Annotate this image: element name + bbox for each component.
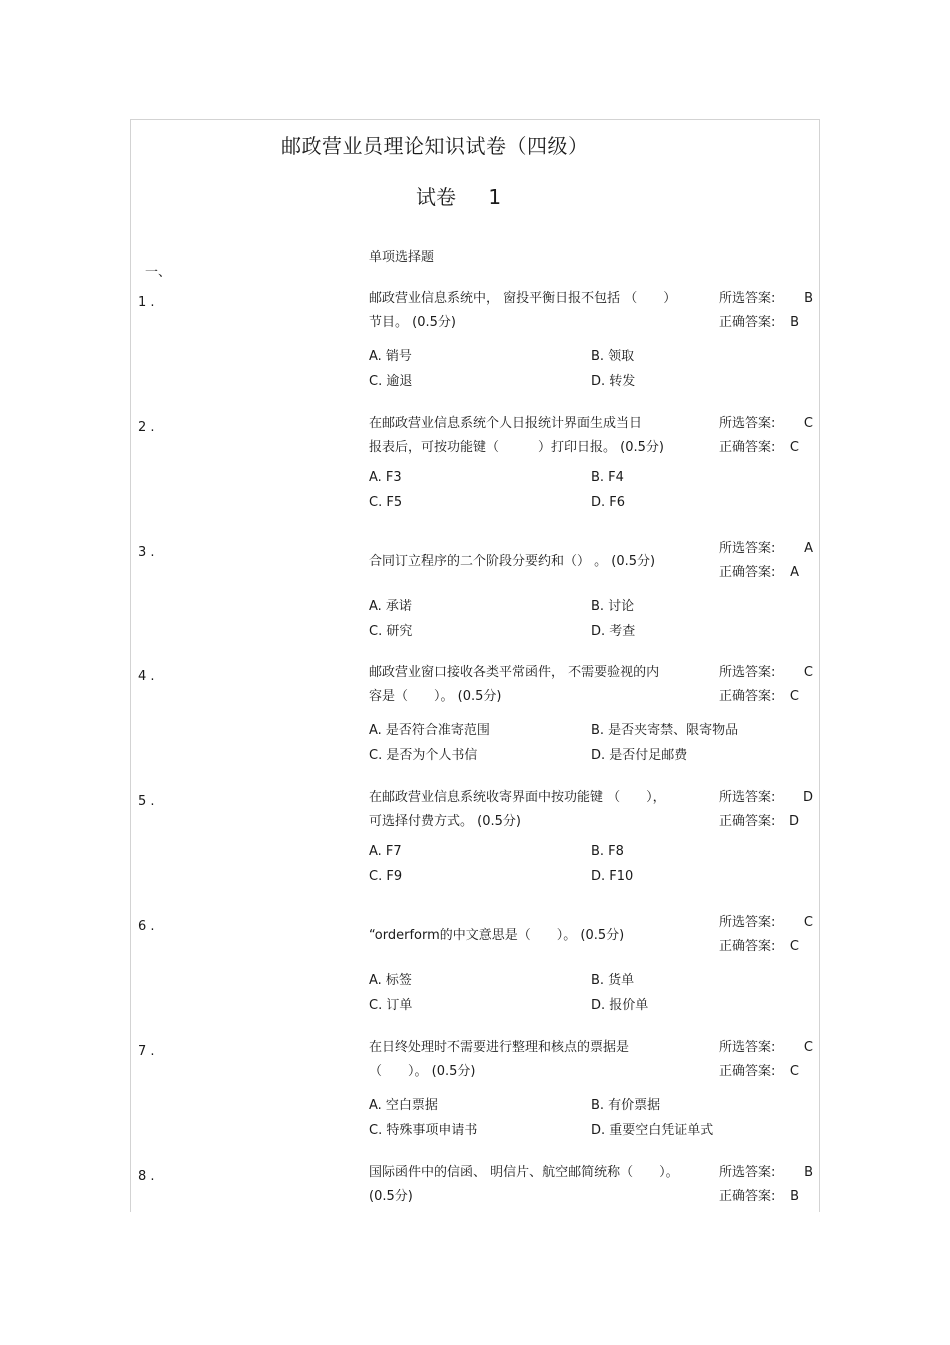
answer-option: C. 订单 bbox=[369, 998, 413, 1013]
answer-option: C. F9 bbox=[369, 869, 403, 884]
question-stem-line: 合同订立程序的二个阶段分要约和（） 。 (0.5分) bbox=[369, 554, 656, 569]
correct-answer-value: A bbox=[790, 565, 799, 580]
answer-option: B. F8 bbox=[591, 844, 624, 859]
question-number: 1 . bbox=[138, 295, 155, 310]
answer-option: A. 是否符合准寄范围 bbox=[369, 723, 490, 738]
selected-answer-value: C bbox=[803, 665, 813, 680]
document-title: 邮政营业员理论知识试卷（四级） bbox=[281, 134, 589, 158]
question-stem-line: 在日终处理时不需要进行整理和核点的票据是 bbox=[369, 1040, 630, 1055]
correct-answer-label: 正确答案: bbox=[719, 1064, 776, 1079]
answer-option: C. 是否为个人书信 bbox=[369, 748, 478, 763]
answer-box bbox=[719, 1036, 813, 1084]
correct-answer-row bbox=[719, 1060, 813, 1084]
answer-option: D. 转发 bbox=[591, 374, 636, 389]
question-stem-line: 国际函件中的信函、 明信片、航空邮简统称（ ）。 bbox=[369, 1165, 679, 1180]
selected-answer-label: 所选答案: bbox=[719, 790, 776, 805]
question-stem bbox=[369, 786, 705, 834]
correct-answer-row bbox=[719, 311, 813, 335]
answer-option: A. 空白票据 bbox=[369, 1098, 438, 1113]
selected-answer-value: D bbox=[802, 790, 813, 805]
answer-box bbox=[719, 412, 813, 460]
selected-answer-label: 所选答案: bbox=[719, 416, 776, 431]
question-number: 2 . bbox=[138, 420, 155, 435]
answer-box bbox=[719, 661, 813, 709]
question-stem-line: 邮政营业信息系统中， 窗投平衡日报不包括 （ ） bbox=[369, 291, 677, 306]
question-item bbox=[131, 790, 819, 904]
correct-answer-row bbox=[719, 685, 813, 709]
answer-option: C. F5 bbox=[369, 495, 403, 510]
correct-answer-value: C bbox=[789, 689, 799, 704]
answer-option: D. F10 bbox=[591, 869, 634, 884]
question-stem-line: “orderform的中文意思是（ ）。 (0.5分) bbox=[369, 928, 625, 943]
answer-option: C. 特殊事项申请书 bbox=[369, 1123, 478, 1138]
question-stem bbox=[369, 1161, 705, 1209]
question-number: 3 . bbox=[138, 545, 155, 560]
answer-option: D. F6 bbox=[591, 495, 626, 510]
question-stem bbox=[369, 1036, 705, 1084]
exam-sheet bbox=[130, 119, 820, 1212]
answer-option: C. 研究 bbox=[369, 624, 413, 639]
correct-answer-label: 正确答案: bbox=[719, 440, 776, 455]
selected-answer-label: 所选答案: bbox=[719, 291, 776, 306]
question-stem-line: 在邮政营业信息系统收寄界面中按功能键 （ ）， bbox=[369, 790, 666, 805]
answer-option: B. 领取 bbox=[591, 349, 635, 364]
selected-answer-label: 所选答案: bbox=[719, 665, 776, 680]
question-number: 8 . bbox=[138, 1169, 155, 1184]
answer-option: B. 讨论 bbox=[591, 599, 635, 614]
question-stem-line: (0.5分) bbox=[369, 1189, 413, 1204]
question-stem bbox=[369, 924, 705, 948]
question-stem-line: 邮政营业窗口接收各类平常函件， 不需要验视的内 bbox=[369, 665, 660, 680]
selected-answer-row bbox=[719, 786, 813, 810]
question-stem-line: 报表后，可按功能键（ ）打印日报。 (0.5分) bbox=[369, 440, 664, 455]
selected-answer-label: 所选答案: bbox=[719, 915, 776, 930]
correct-answer-row bbox=[719, 436, 813, 460]
correct-answer-value: C bbox=[789, 1064, 799, 1079]
question-item bbox=[131, 665, 819, 779]
selected-answer-label: 所选答案: bbox=[719, 1165, 776, 1180]
answer-option: D. 报价单 bbox=[591, 998, 649, 1013]
correct-answer-value: C bbox=[789, 440, 799, 455]
question-stem-line: 可选择付费方式。 (0.5分) bbox=[369, 814, 521, 829]
answer-box bbox=[719, 537, 813, 585]
correct-answer-label: 正确答案: bbox=[719, 689, 776, 704]
correct-answer-row bbox=[719, 810, 813, 834]
answer-option: A. F3 bbox=[369, 470, 402, 485]
correct-answer-label: 正确答案: bbox=[719, 814, 776, 829]
question-stem-line: 容是（ ）。 (0.5分) bbox=[369, 689, 502, 704]
question-stem-line: 节目。 (0.5分) bbox=[369, 315, 456, 330]
question-item bbox=[131, 291, 819, 405]
selected-answer-value: C bbox=[803, 416, 813, 431]
selected-answer-row bbox=[719, 911, 813, 935]
answer-box bbox=[719, 287, 813, 335]
answer-option: C. 逾退 bbox=[369, 374, 413, 389]
answer-option: D. 考查 bbox=[591, 624, 636, 639]
selected-answer-row bbox=[719, 661, 813, 685]
answer-option: A. F7 bbox=[369, 844, 402, 859]
section-number: 一、 bbox=[145, 265, 172, 280]
correct-answer-label: 正确答案: bbox=[719, 565, 776, 580]
question-item bbox=[131, 1040, 819, 1154]
question-item bbox=[131, 915, 819, 1029]
selected-answer-row bbox=[719, 537, 813, 561]
answer-option: A. 承诺 bbox=[369, 599, 412, 614]
question-stem-line: （ ）。 (0.5分) bbox=[369, 1064, 476, 1079]
answer-option: B. 是否夹寄禁、限寄物品 bbox=[591, 723, 739, 738]
correct-answer-row bbox=[719, 1185, 813, 1209]
question-number: 5 . bbox=[138, 794, 155, 809]
question-stem bbox=[369, 412, 705, 460]
answer-option: A. 销号 bbox=[369, 349, 412, 364]
correct-answer-value: B bbox=[790, 1189, 799, 1204]
answer-option: B. 货单 bbox=[591, 973, 635, 988]
selected-answer-row bbox=[719, 1161, 813, 1185]
selected-answer-row bbox=[719, 287, 813, 311]
correct-answer-row bbox=[719, 561, 813, 585]
correct-answer-value: D bbox=[788, 814, 799, 829]
selected-answer-value: C bbox=[803, 1040, 813, 1055]
answer-option: D. 重要空白凭证单式 bbox=[591, 1123, 714, 1138]
question-number: 6 . bbox=[138, 919, 155, 934]
question-number: 4 . bbox=[138, 669, 155, 684]
correct-answer-label: 正确答案: bbox=[719, 939, 776, 954]
document-subtitle: 试卷 1 bbox=[416, 185, 502, 209]
question-stem-line: 在邮政营业信息系统个人日报统计界面生成当日 bbox=[369, 416, 643, 431]
selected-answer-row bbox=[719, 1036, 813, 1060]
answer-option: A. 标签 bbox=[369, 973, 412, 988]
selected-answer-label: 所选答案: bbox=[719, 1040, 776, 1055]
answer-box bbox=[719, 786, 813, 834]
correct-answer-value: B bbox=[790, 315, 799, 330]
question-item bbox=[131, 416, 819, 530]
answer-option: B. 有价票据 bbox=[591, 1098, 661, 1113]
answer-box bbox=[719, 911, 813, 959]
answer-option: D. 是否付足邮费 bbox=[591, 748, 688, 763]
correct-answer-value: C bbox=[789, 939, 799, 954]
correct-answer-label: 正确答案: bbox=[719, 315, 776, 330]
section-title: 单项选择题 bbox=[369, 250, 435, 265]
selected-answer-row bbox=[719, 412, 813, 436]
question-item bbox=[131, 1165, 819, 1279]
question-stem bbox=[369, 661, 705, 709]
selected-answer-label: 所选答案: bbox=[719, 541, 776, 556]
correct-answer-row bbox=[719, 935, 813, 959]
question-stem bbox=[369, 550, 705, 574]
answer-box bbox=[719, 1161, 813, 1209]
selected-answer-value: B bbox=[804, 291, 813, 306]
correct-answer-label: 正确答案: bbox=[719, 1189, 776, 1204]
selected-answer-value: A bbox=[804, 541, 813, 556]
selected-answer-value: B bbox=[804, 1165, 813, 1180]
question-number: 7 . bbox=[138, 1044, 155, 1059]
selected-answer-value: C bbox=[803, 915, 813, 930]
question-item bbox=[131, 541, 819, 655]
question-stem bbox=[369, 287, 705, 335]
answer-option: B. F4 bbox=[591, 470, 624, 485]
